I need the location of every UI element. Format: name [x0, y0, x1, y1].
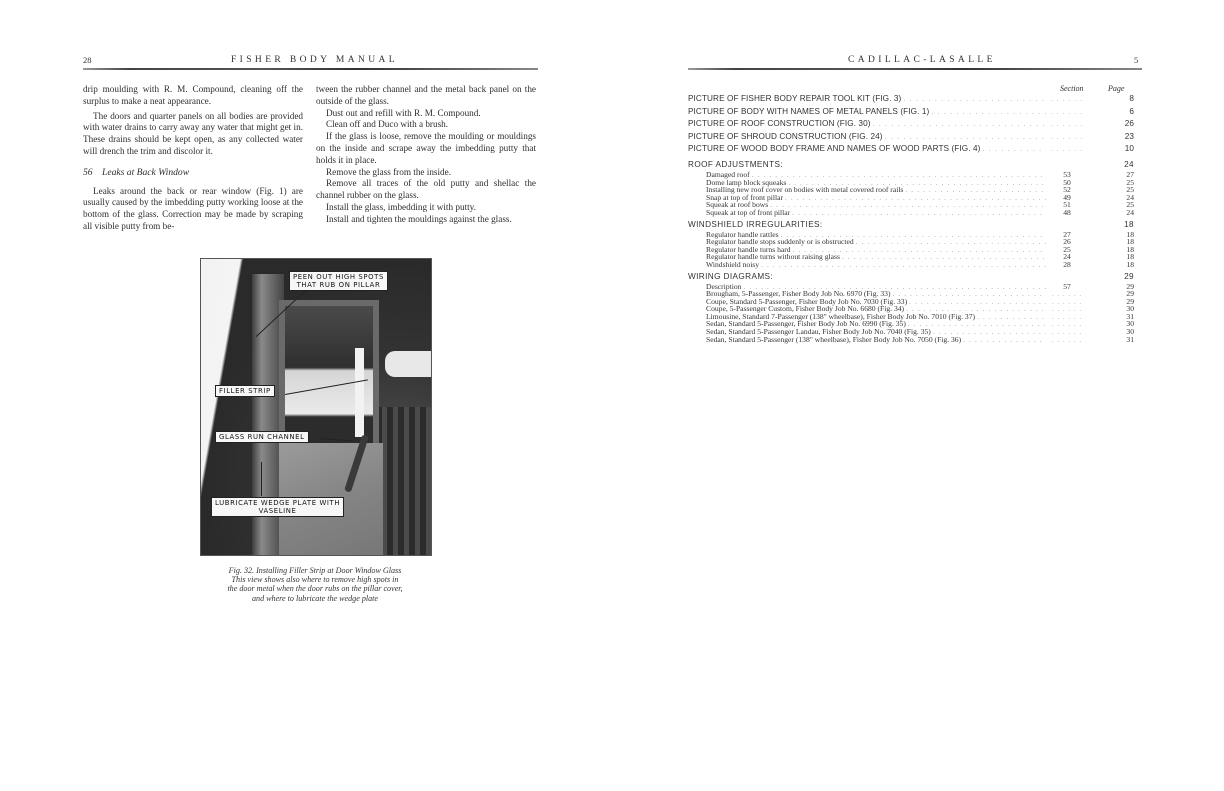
toc-entry-page: 10: [1124, 144, 1134, 154]
figure-photo: [200, 258, 432, 556]
text-column-1: [83, 84, 303, 233]
toc-entry-page: 25: [1126, 177, 1134, 187]
toc-entry-section: 49: [1063, 192, 1071, 202]
toc-entry-section: . . . . . .: [1050, 121, 1084, 129]
leader-dots: [903, 96, 1046, 103]
column-header-page: Page: [1108, 84, 1125, 93]
callout-peen-out: [289, 271, 388, 291]
toc-entry-title: Regulator handle turns hard: [706, 244, 791, 254]
toc-entry-section: . . . . . .: [1051, 312, 1083, 321]
header-rule: [688, 68, 1142, 70]
toc-entry-title: Installing new roof cover on bodies with metal covered roof rails: [706, 185, 904, 195]
toc-entry-title: Dome lamp block squeaks: [706, 177, 787, 187]
toc-entry-page: 25: [1126, 185, 1134, 195]
toc-entry-title: PICTURE OF FISHER BODY REPAIR TOOL KIT (FIG. 3): [688, 94, 902, 103]
toc-entry-page: 27: [1126, 169, 1134, 179]
toc-groups: [688, 160, 1140, 343]
toc-group-title: ROOF ADJUSTMENTS:: [688, 159, 784, 169]
leader-dots: [761, 262, 1046, 270]
callout-glass-run-channel: GLASS RUN CHANNEL: [215, 431, 309, 443]
caption-line: and where to lubricate the wedge plate: [251, 593, 379, 603]
paragraph: The doors and quarter panels on all bodies are provided with water drains to carry away any water that might get in. These drains should be kept open, as any collected water will drench the trim and discolor it.: [83, 110, 303, 156]
leader-dots: [792, 210, 1046, 218]
toc-entry-page: 23: [1124, 131, 1134, 141]
toc-entry: [688, 144, 1140, 157]
toc-entry-page: 29: [1126, 281, 1134, 291]
callout-line: VASELINE: [258, 507, 297, 515]
toc-entry-section: . . . . . .: [1051, 290, 1083, 299]
toc-entry-section: 50: [1063, 177, 1071, 187]
callout-line: PEEN OUT HIGH SPOTS: [293, 273, 384, 281]
caption-title: Fig. 32. Installing Filler Strip at Door Window Glass: [228, 566, 402, 575]
toc-group-heading: [688, 160, 1140, 171]
toc-entry-section: . . . . . .: [1051, 320, 1083, 329]
toc-top-entries: [688, 94, 1140, 157]
toc-entry-page: 18: [1126, 252, 1134, 262]
toc-entry-page: 30: [1126, 304, 1134, 314]
toc-entry-section: . . . . . .: [1051, 328, 1083, 337]
toc-entry-title: PICTURE OF WOOD BODY FRAME AND NAMES OF WOOD PARTS (FIG. 4): [688, 144, 981, 154]
toc-entry-section: 52: [1063, 185, 1071, 195]
toc-entry-title: Coupe, Standard 5-Passenger, Fisher Body Job No. 7030 (Fig. 33): [706, 296, 908, 306]
toc-entry-page: 18: [1126, 259, 1134, 269]
toc-entry-page: 18: [1126, 229, 1134, 239]
toc-group-page: 29: [1124, 271, 1134, 281]
photo-seat: [376, 407, 431, 555]
toc-entry-page: 6: [1129, 106, 1134, 116]
table-of-contents: [688, 84, 1140, 343]
paragraph: Dust out and refill with R. M. Compound.: [326, 107, 481, 118]
toc-entry-section: 24: [1063, 252, 1071, 262]
section-number: 56: [83, 166, 93, 178]
toc-entry-section: . . . . . .: [1050, 146, 1084, 154]
right-page: [612, 0, 1224, 791]
toc-entry-section: . . . . . .: [1051, 335, 1083, 344]
leader-dots: [963, 337, 1046, 345]
page-number: 28: [83, 55, 92, 65]
toc-entry-title: Snap at top of front pillar: [706, 192, 783, 202]
paragraph: Remove all traces of the old putty and shellac the channel rubber on the glass.: [316, 178, 536, 201]
toc-entry-page: 24: [1126, 207, 1134, 217]
toc-entry-section: . . . . . .: [1051, 297, 1083, 306]
paragraph: drip moulding with R. M. Compound, cleaning off the surplus to make a neat appearance.: [83, 84, 303, 106]
section-heading: [83, 167, 303, 179]
toc-entry-section: . . . . . .: [1050, 133, 1084, 141]
toc-entry: [688, 132, 1140, 145]
toc-entry-section: 25: [1063, 244, 1071, 254]
toc-group-heading: [688, 220, 1140, 231]
toc-entry-title: Sedan, Standard 5-Passenger, Fisher Body Job No. 6990 (Fig. 35): [706, 319, 906, 329]
toc-entry-page: 30: [1126, 327, 1134, 337]
toc-entry: [688, 261, 1140, 269]
toc-entry-page: 18: [1126, 244, 1134, 254]
toc-entry-title: Regulator handle stops suddenly or is obstructed: [706, 237, 854, 247]
paragraph: tween the rubber channel and the metal back panel on the outside of the glass.: [316, 84, 536, 106]
toc-entry-section: 26: [1063, 237, 1071, 247]
header-rule: [83, 68, 538, 70]
toc-entry: [688, 336, 1140, 344]
toc-entry-title: Squeak at top of front pillar: [706, 207, 791, 217]
toc-entry: [688, 107, 1140, 120]
running-head: CADILLAC-LASALLE: [848, 55, 996, 65]
toc-group-page: 24: [1124, 159, 1134, 169]
toc-entry-page: 25: [1126, 200, 1134, 210]
toc-entry: [688, 94, 1140, 107]
caption-line: the door metal when the door rubs on the pillar cover,: [227, 584, 403, 594]
toc-entry-page: 30: [1126, 319, 1134, 329]
section-title: Leaks at Back Window: [102, 166, 190, 178]
toc-entry-title: PICTURE OF BODY WITH NAMES OF METAL PANELS (FIG. 1): [688, 106, 930, 116]
paragraph: Install the glass, imbedding it with putty.: [326, 201, 476, 212]
paragraph: Leaks around the back or rear window (Fig. 1) are usually caused by the imbedding putty working loose at the bottom of the glass. Correction may be made by scraping all visible putty from be-: [83, 185, 303, 231]
toc-entry-section: . . . . . .: [1050, 108, 1084, 116]
leader-dots: [931, 109, 1046, 116]
toc-entry-title: Squeak at roof bows: [706, 200, 769, 210]
toc-entry-section: 51: [1063, 200, 1071, 210]
paragraph: If the glass is loose, remove the moulding or mouldings on the inside and scrape away the imbedding putty that holds it in place.: [316, 131, 536, 165]
toc-entry-title: Windshield noisy: [706, 259, 760, 269]
toc-entry-section: 28: [1063, 259, 1071, 269]
toc-entry-page: 29: [1126, 289, 1134, 299]
toc-entry-title: Regulator handle rattles: [706, 229, 779, 239]
callout-line: LUBRICATE WEDGE PLATE WITH: [215, 499, 341, 507]
toc-group-page: 18: [1124, 219, 1134, 229]
toc-entry-title: PICTURE OF SHROUD CONSTRUCTION (FIG. 24): [688, 131, 883, 141]
toc-entry-page: 8: [1129, 94, 1134, 103]
toc-entry-title: Damaged roof: [706, 169, 750, 179]
toc-entry-section: . . . . . .: [1051, 305, 1083, 314]
toc-entry-title: Brougham, 5-Passenger, Fisher Body Job No. 6970 (Fig. 33): [706, 289, 891, 299]
toc-entry-section: 53: [1063, 169, 1071, 179]
toc-group-title: WIRING DIAGRAMS:: [688, 271, 774, 281]
paragraph: Clean off and Duco with a brush.: [326, 119, 449, 130]
toc-entry-page: 31: [1126, 334, 1134, 344]
toc-group-title: WINDSHIELD IRREGULARITIES:: [688, 219, 823, 229]
toc-column-headers: [688, 84, 1140, 94]
figure-caption: [197, 566, 433, 603]
toc-entry-title: Limousine, Standard 7-Passenger (138" wheelbase), Fisher Body Job No. 7010 (Fig. 37): [706, 311, 976, 321]
paragraph: Remove the glass from the inside.: [326, 166, 452, 177]
leader-dots: [982, 146, 1046, 153]
toc-entry-section: 48: [1063, 207, 1071, 217]
toc-entry-section: 57: [1063, 281, 1071, 291]
toc-entry-page: 26: [1124, 119, 1134, 129]
callout-filler-strip: FILLER STRIP: [215, 385, 275, 397]
toc-entry-page: 24: [1126, 192, 1134, 202]
photo-filler-strip: [355, 348, 364, 437]
toc-entry-section: . . . . . .: [1050, 96, 1084, 103]
toc-entry-title: Description: [706, 281, 742, 291]
paragraph: Install and tighten the mouldings against the glass.: [326, 213, 512, 224]
toc-group-heading: [688, 272, 1140, 283]
leader-dots: [873, 121, 1046, 128]
running-head: FISHER BODY MANUAL: [231, 55, 398, 65]
text-column-2: [316, 84, 536, 226]
toc-entry-title: Coupe, 5-Passenger Custom, Fisher Body Job No. 6680 (Fig. 34): [706, 304, 905, 314]
toc-entry-page: 29: [1126, 296, 1134, 306]
column-header-section: Section: [1060, 84, 1084, 93]
photo-hand: [385, 351, 431, 378]
callout-line: THAT RUB ON PILLAR: [296, 281, 381, 289]
toc-entry-page: 18: [1126, 237, 1134, 247]
callout-lubricate-wedge-plate: [211, 497, 344, 517]
page-number: 5: [1134, 55, 1139, 65]
toc-entry-title: Regulator handle turns without raising glass: [706, 252, 840, 262]
toc-entry-title: Sedan, Standard 5-Passenger (138" wheelbase), Fisher Body Job No. 7050 (Fig. 36): [706, 334, 962, 344]
toc-entry-title: Sedan, Standard 5-Passenger Landau, Fisher Body Job No. 7040 (Fig. 35): [706, 327, 931, 337]
caption-line: This view shows also where to remove high spots in: [231, 575, 399, 585]
toc-entry-section: 27: [1063, 229, 1071, 239]
toc-entry-title: PICTURE OF ROOF CONSTRUCTION (FIG. 30): [688, 119, 871, 129]
toc-entry: [688, 119, 1140, 132]
leader-line: [261, 462, 262, 496]
toc-entry: [688, 209, 1140, 217]
leader-dots: [885, 134, 1046, 141]
toc-entry-page: 31: [1126, 311, 1134, 321]
